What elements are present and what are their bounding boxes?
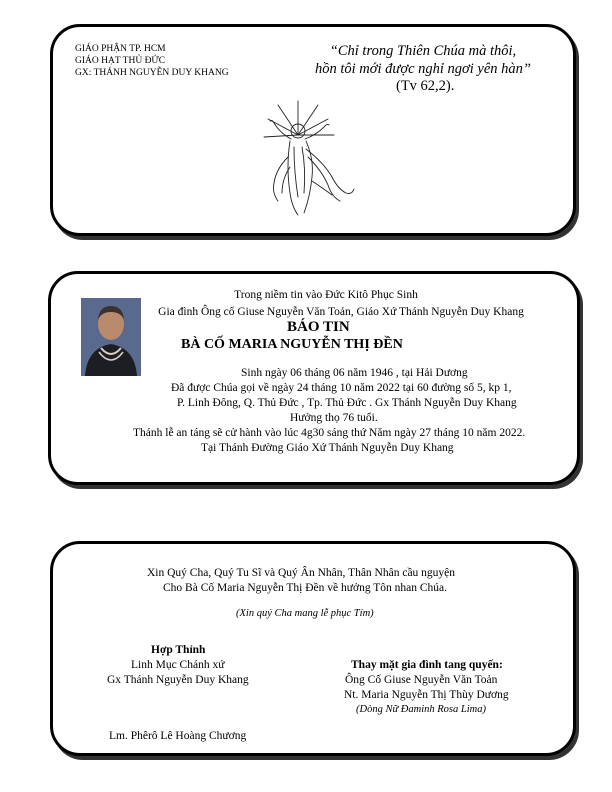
vestment-note: (Xin quý Cha mang lễ phục Tím) <box>236 608 374 619</box>
notice-title: BÁO TIN <box>287 319 350 335</box>
pastor-name: Lm. Phêrô Lê Hoàng Chương <box>109 730 247 742</box>
announcement-card <box>48 271 580 485</box>
funeral-location: Tại Thánh Đường Giáo Xứ Thánh Nguyễn Duy Khang <box>201 442 454 454</box>
deceased-portrait <box>81 298 141 376</box>
header-card <box>50 24 576 236</box>
religious-order: (Dòng Nữ Đaminh Rosa Lima) <box>356 704 486 715</box>
family-intro: Gia đình Ông cố Giuse Nguyễn Văn Toản, Giáo Xứ Thánh Nguyễn Duy Khang <box>158 306 524 318</box>
pastor-parish: Gx Thánh Nguyễn Duy Khang <box>107 674 249 686</box>
prayer-request-line1: Xin Quý Cha, Quý Tu Sĩ và Quý Ân Nhân, Thân Nhân cầu nguyện <box>147 567 456 579</box>
risen-christ-illustration-icon <box>228 97 358 222</box>
scripture-quote-line1: “Chỉ trong Thiên Chúa mà thôi, <box>329 43 517 59</box>
deanery-label: GIÁO HẠT THỦ ĐỨC <box>75 56 166 66</box>
funeral-mass-info: Thánh lễ an táng sẽ cử hành vào lúc 4g30 sáng thứ Năm ngày 27 tháng 10 năm 2022. <box>133 427 526 439</box>
prayer-request-line2: Cho Bà Cố Maria Nguyễn Thị Đền về hưởng Tôn nhan Chúa. <box>163 582 448 594</box>
scripture-quote-line2: hồn tôi mới được nghỉ ngơi yên hàn” <box>315 61 531 77</box>
request-card <box>50 541 576 756</box>
family-representative-2: Nt. Maria Nguyễn Thị Thùy Dương <box>344 689 509 701</box>
faith-intro: Trong niềm tin vào Đức Kitô Phục Sinh <box>234 289 418 301</box>
deceased-name: BÀ CỐ MARIA NGUYỄN THỊ ĐỀN <box>181 337 403 352</box>
scripture-reference: (Tv 62,2). <box>396 78 455 94</box>
family-representative-1: Ông Cố Giuse Nguyễn Văn Toản <box>345 674 498 686</box>
family-representative-title: Thay mặt gia đình tang quyến: <box>351 659 503 671</box>
diocese-label: GIÁO PHẬN TP. HCM <box>75 44 166 54</box>
co-invite-title: Hợp Thỉnh <box>151 644 206 656</box>
age-info: Hưởng thọ 76 tuổi. <box>290 412 378 424</box>
death-info-line2: P. Linh Đông, Q. Thủ Đức , Tp. Thủ Đức . Gx Thánh Nguyễn Duy Khang <box>177 397 517 409</box>
birth-info: Sinh ngày 06 tháng 06 năm 1946 , tại Hải Dương <box>241 367 468 379</box>
pastor-role: Linh Mục Chánh xứ <box>131 659 225 671</box>
parish-label: GX: THÁNH NGUYỄN DUY KHANG <box>75 68 229 78</box>
death-info-line1: Đã được Chúa gọi về ngày 24 tháng 10 năm 2022 tại 60 đường số 5, kp 1, <box>171 382 512 394</box>
